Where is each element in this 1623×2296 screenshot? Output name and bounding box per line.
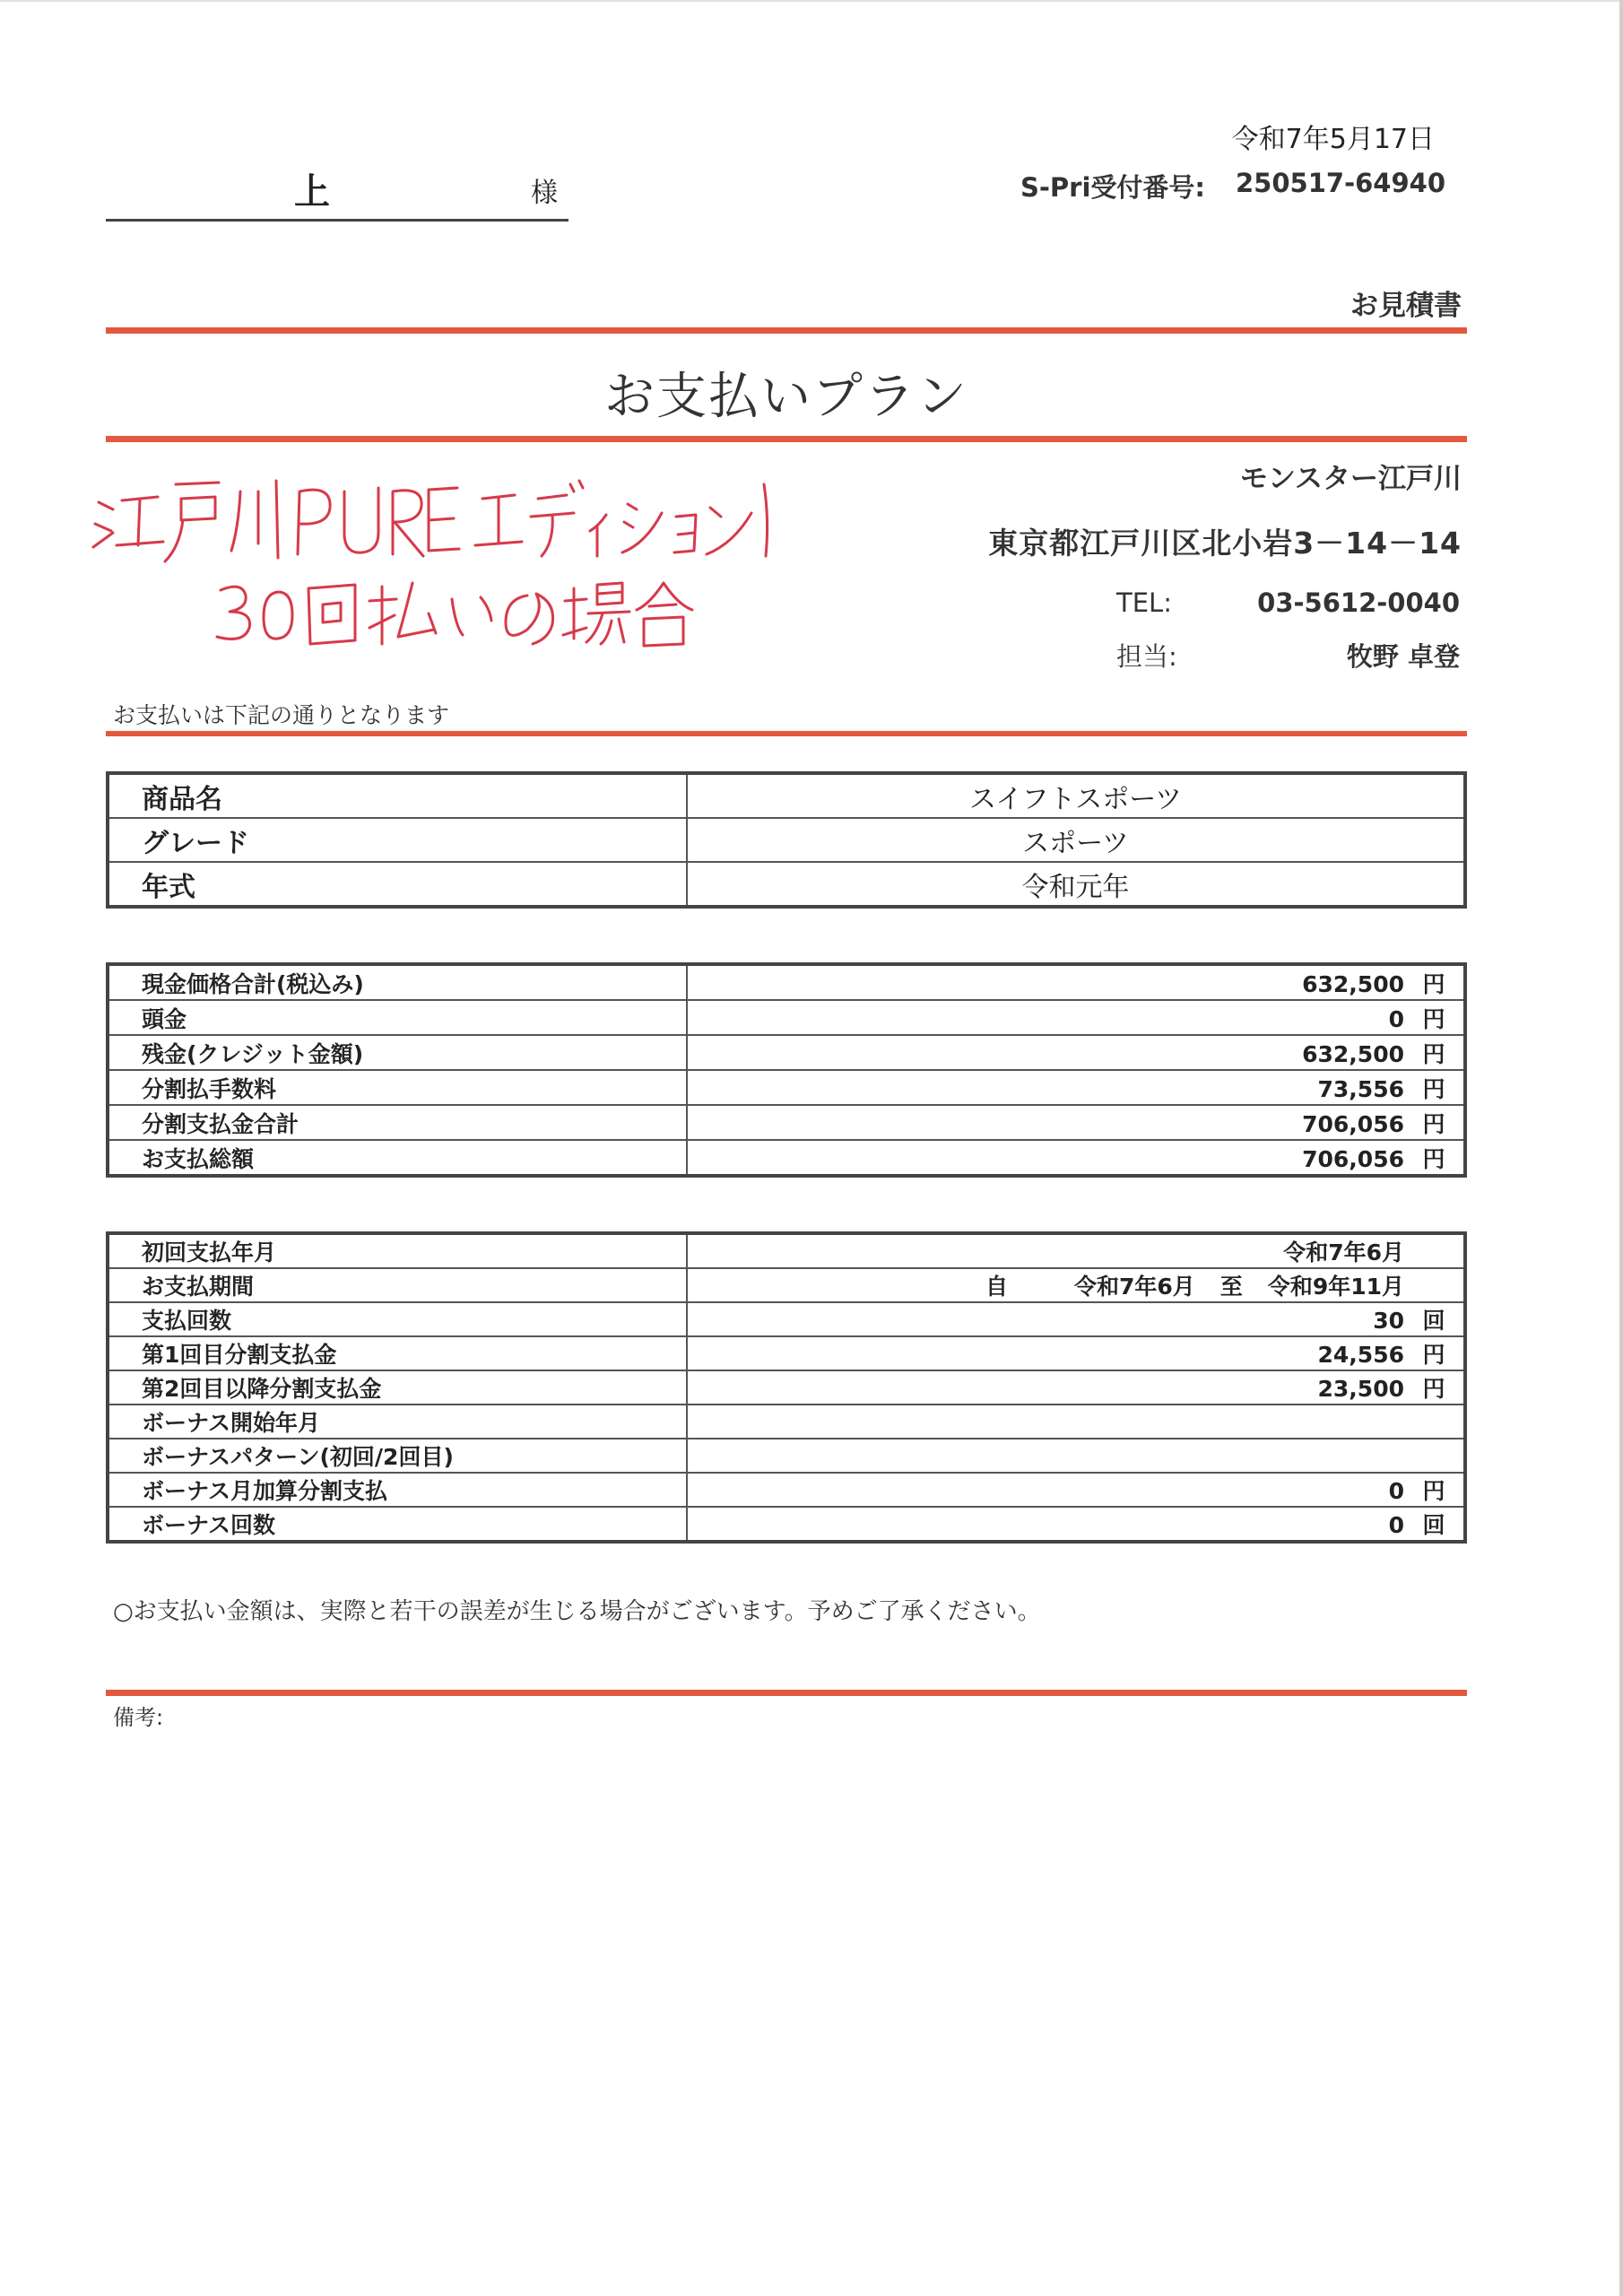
scan-right-edge [1619,0,1623,2296]
schedule-cell [687,1473,1465,1507]
schedule-unit: 回 [1422,1308,1445,1334]
amount-unit: 円 [1422,1075,1445,1102]
amount-value: 0 [1388,1005,1404,1032]
schedule-label: 第1回目分割支払金 [108,1336,687,1370]
amount-label: 現金価格合計(税込み) [108,964,687,1000]
schedule-value: 0 [1388,1478,1404,1504]
amount-unit: 円 [1422,1040,1445,1067]
table-row [108,1268,1465,1302]
amount-label: お支払総額 [108,1140,687,1176]
issue-date: 令和7年5月17日 [1231,124,1435,155]
tel-label: TEL: [1116,587,1172,618]
page-title: お支払いプラン [604,368,968,426]
amount-value: 706,056 [1302,1145,1404,1172]
remarks-label: 備考: [113,1705,164,1730]
table-row [108,1035,1465,1070]
table-row [108,964,1465,1000]
schedule-label: 支払回数 [108,1302,687,1336]
recipient-honorific: 様 [531,178,558,209]
schedule-value: 24,556 [1317,1342,1404,1368]
schedule-unit: 円 [1422,1342,1445,1368]
table-row [108,1507,1465,1542]
schedule-label: お支払期間 [108,1268,687,1302]
table-row [108,1140,1465,1176]
scan-top-edge [0,0,1623,2]
vehicle-label: グレード [108,818,687,862]
schedule-cell [687,1507,1465,1542]
amount-cell [687,1105,1465,1140]
amount-value: 632,500 [1302,1040,1404,1067]
period-cell [687,1268,1465,1302]
schedule-label: 第2回目以降分割支払金 [108,1370,687,1405]
receipt-number-row [977,168,1445,204]
disclaimer-note: ○お支払い金額は、実際と若干の誤差が生じる場合がございます。予めご了承ください。 [113,1598,1041,1625]
amount-cell [687,1000,1465,1035]
intro-note: お支払いは下記の通りとなります [113,702,450,728]
amount-unit: 円 [1422,1145,1445,1172]
table-row [108,1000,1465,1035]
amount-label: 分割払手数料 [108,1070,687,1105]
schedule-label: ボーナス回数 [108,1507,687,1542]
vehicle-label: 年式 [108,862,687,907]
vehicle-table [106,771,1467,909]
amount-unit: 円 [1422,970,1445,997]
schedule-label: ボーナス月加算分割支払 [108,1473,687,1507]
amount-label: 頭金 [108,1000,687,1035]
amount-value: 632,500 [1302,970,1404,997]
schedule-cell [687,1336,1465,1370]
amount-cell [687,1035,1465,1070]
amounts-table [106,962,1467,1178]
document-type: お見積書 [1350,290,1462,322]
amount-cell [687,1070,1465,1105]
schedule-label: 初回支払年月 [108,1233,687,1268]
schedule-cell [687,1233,1465,1268]
vehicle-value: スポーツ [687,818,1465,862]
recipient-field [106,163,568,222]
period-from: 令和7年6月 [1074,1274,1195,1300]
schedule-unit: 円 [1422,1376,1445,1402]
period-to-label: 至 [1219,1274,1243,1300]
period-to: 令和9年11月 [1267,1274,1404,1300]
schedule-table [106,1231,1467,1544]
table-row [108,773,1465,818]
receipt-label: S-Pri受付番号: [1020,172,1205,203]
schedule-unit: 回 [1422,1512,1445,1538]
amount-value: 706,056 [1302,1110,1404,1137]
period-from-label: 自 [985,1274,1008,1300]
schedule-cell [687,1405,1465,1439]
vehicle-label: 商品名 [108,773,687,818]
table-row [108,818,1465,862]
table-row [108,1336,1465,1370]
table-row [108,1439,1465,1473]
amount-cell [687,1140,1465,1176]
receipt-number: 250517-64940 [1236,168,1445,198]
schedule-label: ボーナスパターン(初回/2回目) [108,1439,687,1473]
handwritten-note [90,448,789,664]
tel-number: 03-5612-0040 [1257,587,1460,618]
schedule-cell [687,1370,1465,1405]
section-rule [106,731,1467,736]
dealer-name: モンスター江戸川 [1239,463,1462,495]
schedule-label: ボーナス開始年月 [108,1405,687,1439]
staff-label: 担当: [1116,641,1177,672]
schedule-value: 30 [1373,1308,1404,1334]
vehicle-value: スイフトスポーツ [687,773,1465,818]
table-row [108,1405,1465,1439]
remarks-rule [106,1690,1467,1696]
first-payment-value: 令和7年6月 [1283,1239,1404,1265]
schedule-unit: 円 [1422,1478,1445,1504]
schedule-value: 23,500 [1317,1376,1404,1402]
table-row [108,1473,1465,1507]
table-row [108,1302,1465,1336]
schedule-cell [687,1439,1465,1473]
table-row [108,1233,1465,1268]
recipient-name: 上 [294,171,330,213]
amount-label: 分割支払金合計 [108,1105,687,1140]
staff-name: 牧野 卓登 [1346,641,1460,672]
amount-label: 残金(クレジット金額) [108,1035,687,1070]
vehicle-value: 令和元年 [687,862,1465,907]
period-range [960,1269,1404,1301]
title-bottom-rule [106,436,1467,442]
amount-value: 73,556 [1317,1075,1404,1102]
title-top-rule [106,327,1467,334]
amount-unit: 円 [1422,1110,1445,1137]
amount-cell [687,964,1465,1000]
table-row [108,1105,1465,1140]
dealer-address: 東京都江戸川区北小岩3－14－14 [988,526,1462,561]
table-row [108,862,1465,907]
schedule-cell [687,1302,1465,1336]
table-row [108,1070,1465,1105]
schedule-value: 0 [1388,1512,1404,1538]
table-row [108,1370,1465,1405]
amount-unit: 円 [1422,1005,1445,1032]
